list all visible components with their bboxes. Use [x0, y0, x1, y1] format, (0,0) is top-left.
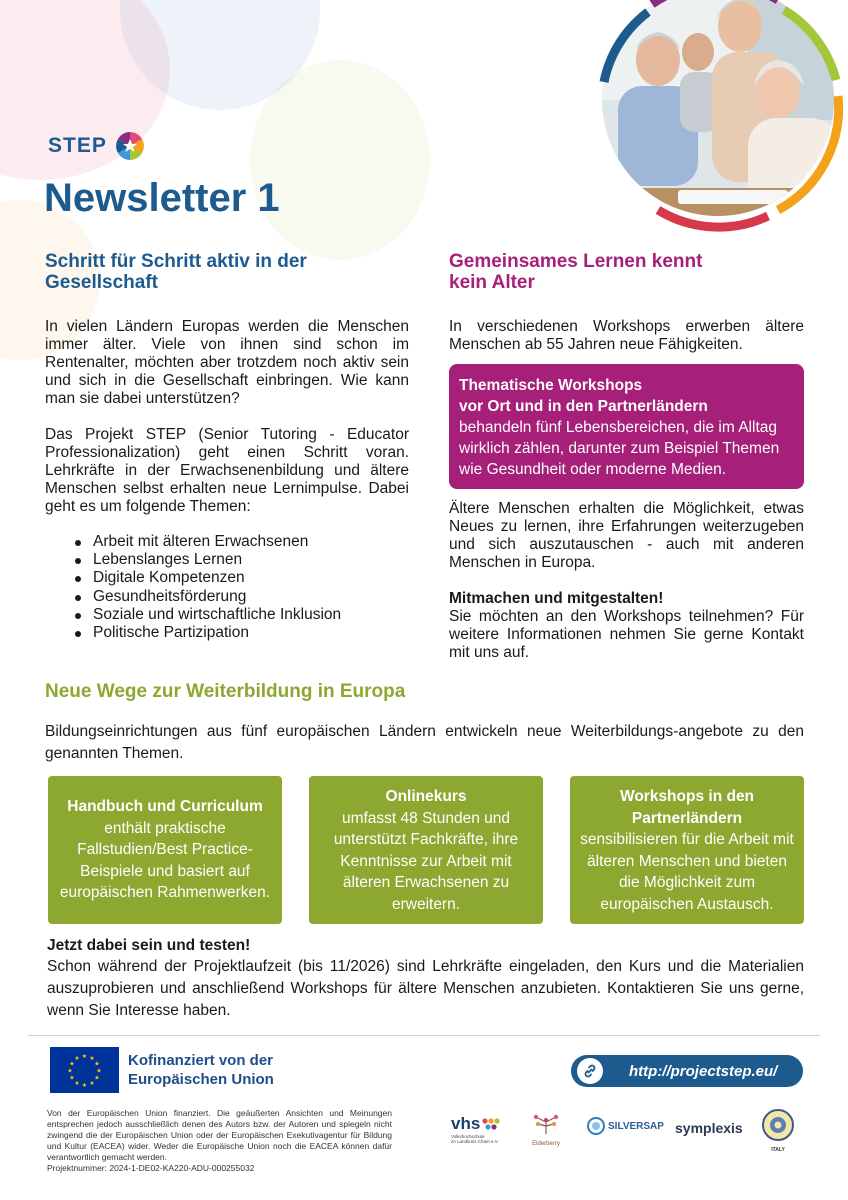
box-body-line: umfasst 48 Stunden und — [341, 809, 511, 827]
list-item: Politische Partizipation — [45, 624, 409, 642]
disclaimer-text: Von der Europäischen Union finanziert. Die geäußerten Ansichten und Meinungen entsprechen jedoch ausschließlich denen des Autors bzw. der Autoren und spiegeln nicht zwingend die der Europäischen Union oder der Europäischen Exekutivagentur für Bildung und Kultur (EACEA) wider. Weder die Europäische Union noch die EACEA können dafür verantwortlich gemacht werden. — [47, 1108, 392, 1162]
left-column — [45, 251, 409, 642]
intro-paragraph: In vielen Ländern Europas werden die Menschen immer älter. Viele von ihnen sind schon im Rentenalter, möchten aber trotzdem noch aktiv sein und sich in die Gesellschaft einbringen. Wie kann man sie dabei unterstützen? — [45, 318, 409, 407]
box-body-line: wie Gesundheit oder moderne Medien. — [459, 461, 727, 478]
seniors-photo — [588, 0, 848, 240]
test-section — [47, 935, 804, 1022]
svg-text:★: ★ — [96, 1067, 102, 1075]
eu-line: Kofinanziert von der — [128, 1052, 274, 1069]
workshops-highlight-box — [449, 364, 804, 489]
link-icon — [577, 1058, 603, 1084]
step-logo — [48, 131, 145, 161]
silversap-text: SILVERSAP — [608, 1120, 664, 1132]
background-petal — [250, 60, 430, 260]
elderberry-text: Elderberry — [532, 1141, 560, 1147]
vhs-sub-line: im Landkreis Cham e.V. — [451, 1139, 499, 1144]
elderberry-logo — [521, 1114, 571, 1147]
eu-cofunding-text — [128, 1051, 274, 1089]
vhs-logo-text: vhs — [451, 1114, 481, 1133]
svg-text:★: ★ — [74, 1080, 80, 1087]
elderberry-icon — [528, 1114, 564, 1136]
right-column — [449, 251, 804, 354]
seal-icon — [761, 1108, 795, 1142]
left-heading-line: Gesellschaft — [45, 272, 158, 293]
svg-text:★: ★ — [74, 1055, 80, 1062]
box-title: Handbuch und Curriculum — [67, 798, 263, 815]
handbook-box — [48, 776, 282, 924]
svg-text:★: ★ — [94, 1074, 100, 1082]
eu-cofunding — [50, 1047, 274, 1093]
box-body-line: behandeln fünf Lebensbereichen, die im Alltag — [459, 419, 777, 436]
right-heading-line: kein Alter — [449, 272, 535, 293]
italy-partner-seal — [760, 1108, 796, 1153]
join-heading: Mitmachen und mitgestalten! — [449, 590, 664, 607]
step-logo-icon — [115, 131, 145, 161]
svg-text:★: ★ — [69, 1060, 75, 1068]
list-item: Soziale und wirtschaftliche Inklusion — [45, 606, 409, 624]
vhs-sub-line: Volkshochschule — [451, 1134, 485, 1139]
project-paragraph: Das Projekt STEP (Senior Tutoring - Educator Professionalization) geht einen Schritt voran. Lehrkräfte in der Erwachsenenbildung und ältere Menschen selbst erhalten neue Lernimpulse. Dabei geht es um folgende Themen: — [45, 426, 409, 515]
box-body-line: europäischen Austausch. — [600, 895, 774, 913]
logo-text: STEP — [48, 134, 107, 157]
join-paragraph: Sie möchten an den Workshops teilnehmen? Für weitere Informationen nehmen Sie gerne Kontakt mit uns auf. — [449, 608, 804, 661]
box-body-line: enthält praktische — [104, 819, 226, 837]
svg-text:★: ★ — [69, 1074, 75, 1082]
box-title: vor Ort und in den Partnerländern — [459, 398, 708, 415]
left-heading — [45, 251, 409, 293]
europe-intro: Bildungseinrichtungen aus fünf europäischen Ländern entwickeln neue Weiterbildungs-angebote zu den genannten Themen. — [45, 723, 804, 762]
online-course-box — [309, 776, 543, 924]
list-item: Digitale Kompetenzen — [45, 569, 409, 587]
box-body-line: Beispiele und basiert auf — [80, 862, 250, 880]
box-body-line: älteren Erwachsenen zu — [342, 874, 510, 891]
svg-text:★: ★ — [89, 1080, 95, 1087]
silversap-icon — [587, 1117, 605, 1135]
list-item: Lebenslanges Lernen — [45, 551, 409, 569]
svg-text:★: ★ — [81, 1082, 88, 1089]
eu-flag-icon — [50, 1047, 119, 1093]
svg-text:★: ★ — [94, 1060, 100, 1068]
workshops-paragraph: In verschiedenen Workshops erwerben ältere Menschen ab 55 Jahren neue Fähigkeiten. — [449, 318, 804, 353]
symplexis-logo — [675, 1120, 743, 1138]
silversap-logo — [587, 1117, 664, 1135]
project-url-link[interactable] — [571, 1055, 803, 1087]
svg-text:★: ★ — [89, 1055, 95, 1062]
test-paragraph: Schon während der Projektlaufzeit (bis 11/2026) sind Lehrkräfte eingeladen, den Kurs und die Materialien auszuprobieren und anschließend Workshops für ältere Menschen anzubieten. Kontaktieren Sie uns gerne, wenn Sie Interesse haben. — [47, 958, 804, 1019]
list-item: Arbeit mit älteren Erwachsenen — [45, 533, 409, 551]
vhs-dots-icon — [482, 1117, 500, 1131]
newsletter-title: Newsletter 1 — [44, 176, 280, 220]
vhs-logo — [451, 1114, 500, 1144]
svg-text:★: ★ — [81, 1053, 88, 1060]
box-body-line: wirklich zählen, darunter zum Beispiel Themen — [459, 440, 780, 457]
box-title: Partnerländern — [631, 809, 743, 827]
eu-line: Europäischen Union — [128, 1071, 274, 1088]
eu-disclaimer — [47, 1108, 392, 1174]
box-body-line: Kenntnisse zur Arbeit mit — [340, 852, 512, 870]
left-heading-line: Schritt für Schritt aktiv in der — [45, 251, 307, 272]
seal-text: ITALY — [771, 1147, 785, 1153]
box-title: Onlinekurs — [385, 788, 467, 805]
box-body-line: die Möglichkeit zum — [618, 874, 756, 891]
list-item: Gesundheitsförderung — [45, 588, 409, 606]
right-heading — [449, 251, 804, 293]
box-title: Thematische Workshops — [459, 377, 643, 394]
box-body-line: erweitern. — [391, 895, 461, 913]
box-body-line: sensibilisieren für die Arbeit mit — [580, 831, 794, 848]
right-column-lower — [449, 500, 804, 662]
symplexis-text: symplexis — [675, 1120, 743, 1136]
box-title: Workshops in den — [619, 788, 755, 805]
box-body-line: älteren Menschen und bieten — [587, 852, 787, 870]
topics-list — [45, 533, 409, 642]
partner-workshops-box — [570, 776, 804, 924]
box-body-line: unterstützt Fachkräfte, ihre — [333, 831, 519, 848]
test-heading: Jetzt dabei sein und testen! — [47, 937, 251, 954]
footer-divider — [28, 1035, 820, 1036]
svg-text:★: ★ — [67, 1067, 73, 1075]
project-number: Projektnummer: 2024-1-DE02-KA220-ADU-000255032 — [47, 1163, 255, 1173]
url-text: http://projectstep.eu/ — [629, 1062, 778, 1080]
box-body-line: Fallstudien/Best Practice- — [77, 841, 253, 858]
europe-heading: Neue Wege zur Weiterbildung in Europa — [45, 681, 406, 702]
right-heading-line: Gemeinsames Lernen kennt — [449, 251, 703, 272]
exchange-paragraph: Ältere Menschen erhalten die Möglichkeit, etwas Neues zu lernen, ihre Erfahrungen weiterzugeben und sich auszutauschen - auch mit anderen Menschen in Europa. — [449, 500, 804, 571]
box-body-line: europäischen Rahmenwerken. — [59, 884, 271, 901]
